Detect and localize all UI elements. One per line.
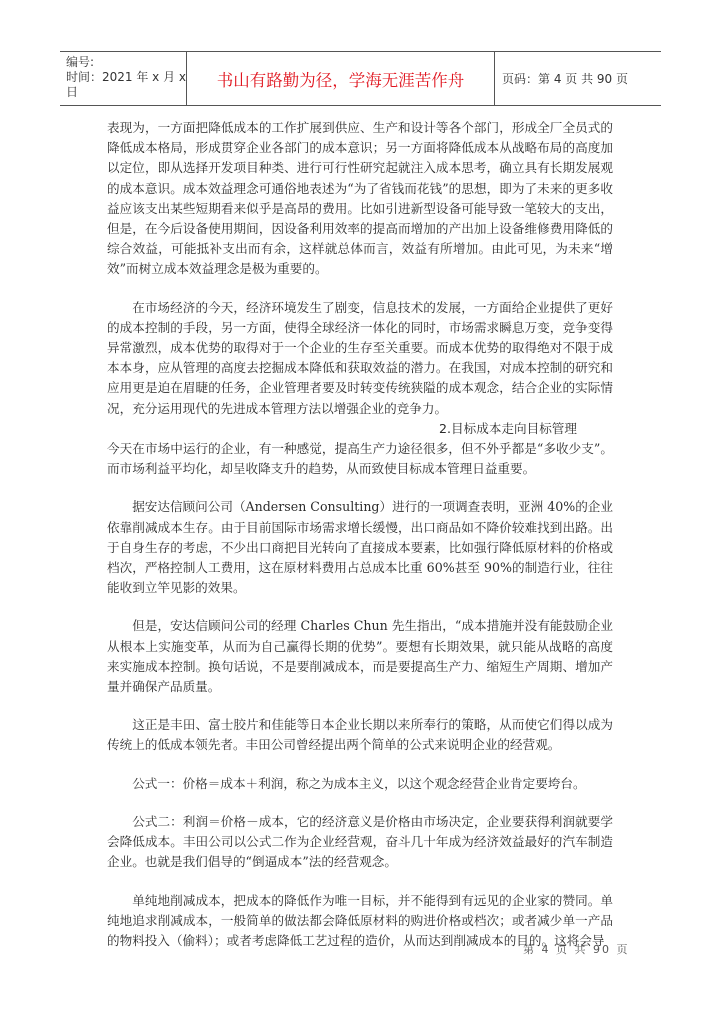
header-page-info: 页码：第 4 页 共 90 页 <box>502 72 628 86</box>
document-body <box>107 118 613 951</box>
paragraph: 公式二：利润＝价格－成本，它的经济意义是价格由市场决定，企业要获得利润就要学会降低成本。丰田公司以公式二作为企业经营观，奋斗几十年成为经济效益最好的汽车制造企业。也就是我们倡导的“倒逼成本”法的经营观念。 <box>107 813 613 870</box>
date-label: 时间：2021 年 x 月 x 日 <box>66 70 187 99</box>
page-header <box>60 51 661 106</box>
paragraph: 但是，安达信顾问公司的经理 Charles Chun 先生指出，“成本措施并没有能鼓励企业从根本上实施变革，从而为自己赢得长期的优势”。要想有长期效果，就只能从战略的高度来实施成本控制。换句话说，不是要削减成本，而是要提高生产力、缩短生产周期、增加产量并确保产品质量。 <box>107 618 613 695</box>
paragraph: 单纯地削减成本，把成本的降低作为唯一目标，并不能得到有远见的企业家的赞同。单纯地追求削减成本，一般简单的做法都会降低原材料的购进价格或档次；或者减少单一产品的物料投入（偷料）；或者考虑降低工艺过程的造价，从而达到削减成本的目的。这将会导 <box>107 892 613 948</box>
paragraph: 这正是丰田、富士胶片和佳能等日本企业长期以来所奉行的策略，从而使它们得以成为传统上的低成本领先者。丰田公司曾经提出两个简单的公式来说明企业的经营观。 <box>107 717 613 753</box>
page-footer: 第 4 页 共 90 页 <box>523 943 630 956</box>
serial-number-label: 编号: <box>66 55 95 69</box>
paragraph: 今天在市场中运行的企业，有一种感觉，提高生产力途径很多，但不外乎都是“多收少支”。而市场利益平均化，却呈收降支升的趋势，从而致使目标成本管理日益重要。 <box>107 441 613 477</box>
paragraph: 在市场经济的今天，经济环境发生了剧变，信息技术的发展，一方面给企业提供了更好的成本控制的手段，另一方面，使得全球经济一体化的同时，市场需求瞬息万变，竞争变得异常激烈，成本优势的取得对于一个企业的生存至关重要。而成本优势的取得绝对不限于成本本身，应从管理的高度去挖掘成本降低和获取效益的潜力。在我国，对成本控制的研究和应用更是迫在眉睫的任务，企业管理者要及时转变传统狭隘的成本观念，结合企业的实际情况，充分运用现代的先进成本管理方法以增强企业的竞争力。 <box>107 299 613 416</box>
header-motto: 书山有路勤为径，学海无涯苦作舟 <box>187 52 495 105</box>
paragraph: 据安达信顾问公司（Andersen Consulting）进行的一项调查表明，亚洲 40%的企业依靠削减成本生存。由于目前国际市场需求增长缓慢，出口商品如不降价较难找到出路。出于自身生存的考虑，不少出口商把目光转向了直接成本要素，比如强行降低原材料的价格或档次，严格控制人工费用，这在原材料费用占总成本比重 60%甚至 90%的制造行业，往往能收到立竿见影的效果。 <box>107 499 613 596</box>
section-heading: 2.目标成本走向目标管理 <box>439 420 577 436</box>
header-meta <box>60 52 187 105</box>
paragraph: 公式一：价格＝成本＋利润，称之为成本主义，以这个观念经营企业肯定要垮台。 <box>132 775 586 791</box>
paragraph: 表现为，一方面把降低成本的工作扩展到供应、生产和设计等各个部门，形成全厂全员式的降低成本格局，形成贯穿企业各部门的成本意识；另一方面将降低成本从战略布局的高度加以定位，即从选择开发项目种类、进行可行性研究起就注入成本思考，确立具有长期发展观的成本意识。成本效益理念可通俗地表述为“为了省钱而花钱”的思想，即为了未来的更多收益应该支出某些短期看来似乎是高昂的费用。比如引进新型设备可能导致一笔较大的支出，但是，在今后设备使用期间，因设备利用效率的提高而增加的产出加上设备维修费用降低的综合效益，可能抵补支出而有余，这样就总体而言，效益有所增加。由此可见，为未来“增效”而树立成本效益理念是极为重要的。 <box>107 120 613 277</box>
